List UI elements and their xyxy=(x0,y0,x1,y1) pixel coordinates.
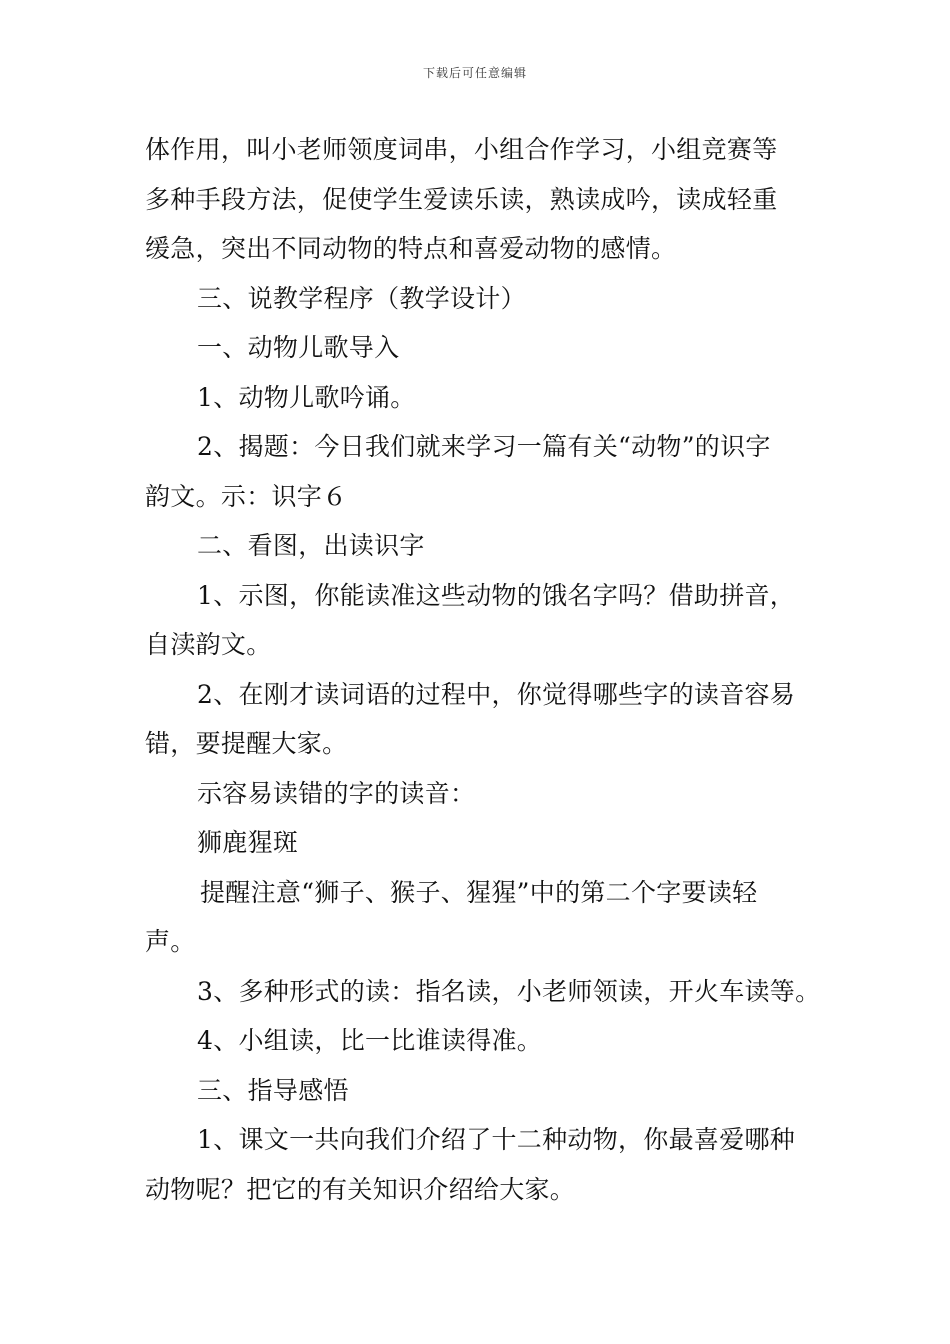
paragraph-line: 3、多种形式的读：指名读，小老师领读，开火车读等。 xyxy=(197,976,821,1006)
paragraph-line: 多种手段方法，促使学生爱读乐读，熟读成吟，读成轻重 xyxy=(145,184,778,214)
paragraph-line: 狮鹿猩斑 xyxy=(197,828,299,857)
paragraph-line: 韵文。示：识字６ xyxy=(145,481,348,511)
page-header: 下载后可任意编辑 xyxy=(422,66,527,80)
section-heading: 一、动物儿歌导入 xyxy=(197,333,400,362)
paragraph-line: 体作用，叫小老师领度词串，小组合作学习，小组竞赛等 xyxy=(145,135,778,164)
document-body xyxy=(145,125,821,1214)
paragraph-line: 2、揭题：今日我们就来学习一篇有关“动物”的识字 xyxy=(197,432,771,461)
paragraph-line: 自渎韵文。 xyxy=(145,630,272,659)
paragraph-line: 缓急，突出不同动物的特点和喜爱动物的感情。 xyxy=(145,234,677,263)
paragraph-line: 4、小组读，比一比谁读得准。 xyxy=(197,1026,543,1055)
paragraph-line: 1、示图，你能读准这些动物的饿名字吗？借助拼音， xyxy=(197,580,796,610)
paragraph-line: 1、课文一共向我们介绍了十二种动物，你最喜爱哪种 xyxy=(197,1125,796,1154)
section-heading: 三、指导感悟 xyxy=(197,1075,349,1105)
paragraph-line: 动物呢？把它的有关知识介绍给大家。 xyxy=(145,1174,576,1204)
paragraph-line: 1、动物儿歌吟诵。 xyxy=(197,382,416,412)
section-heading: 三、说教学程序（教学设计） xyxy=(197,283,526,313)
paragraph-line: 2、在刚才读词语的过程中，你觉得哪些字的读音容易 xyxy=(197,679,796,709)
section-heading: 二、看图，出读识字 xyxy=(197,531,425,560)
paragraph-line: 提醒注意“狮子、猴子、猩猩”中的第二个字要读轻 xyxy=(200,877,758,907)
paragraph-line: 示容易读错的字的读音： xyxy=(197,778,476,808)
paragraph-line: 错，要提醒大家。 xyxy=(145,729,348,758)
paragraph-line: 声。 xyxy=(145,927,196,956)
